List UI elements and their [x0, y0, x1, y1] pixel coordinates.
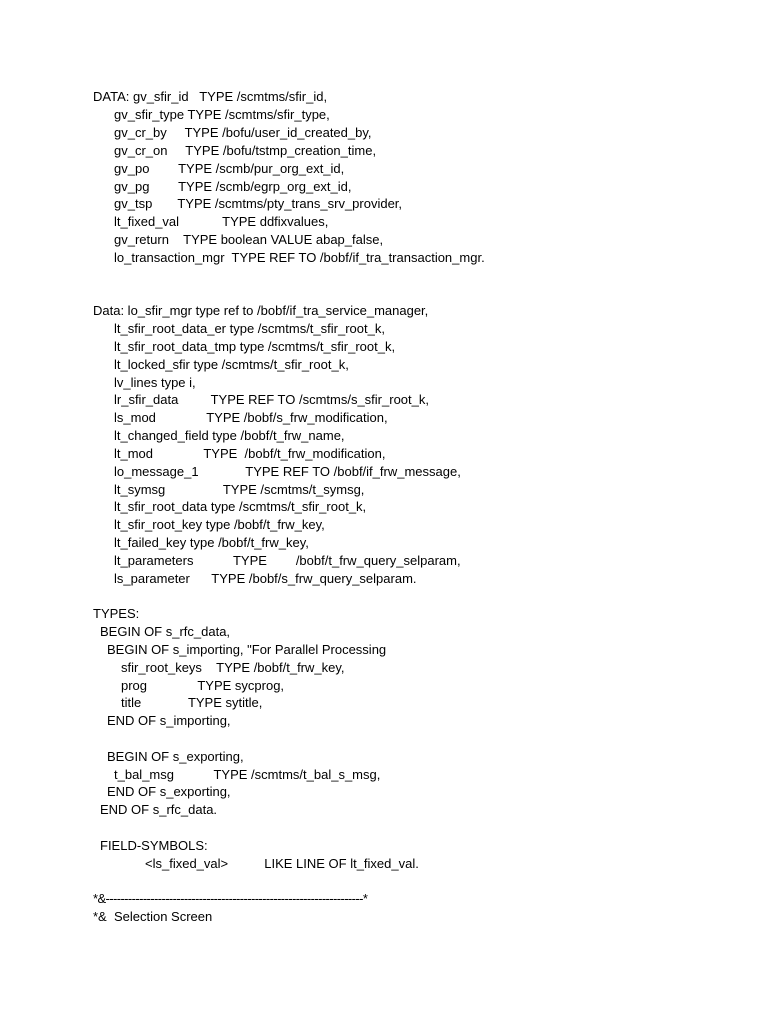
comment-heading: *& Selection Screen	[93, 909, 213, 924]
code-line: t_bal_msg TYPE /scmtms/t_bal_s_msg,	[114, 767, 381, 782]
code-line: prog TYPE sycprog,	[121, 678, 285, 693]
code-line: lt_sfir_root_key type /bobf/t_frw_key,	[114, 517, 325, 532]
code-line: lt_sfir_root_data_er type /scmtms/t_sfir_root_k,	[114, 321, 385, 336]
code-line: Data: lo_sfir_mgr type ref to /bobf/if_tra_service_manager,	[93, 303, 429, 318]
code-line: END OF s_rfc_data.	[100, 802, 218, 817]
code-line: gv_tsp TYPE /scmtms/pty_trans_srv_provider,	[114, 196, 403, 211]
code-line: END OF s_importing,	[107, 713, 231, 728]
code-line: gv_cr_on TYPE /bofu/tstmp_creation_time,	[114, 143, 377, 158]
code-line: END OF s_exporting,	[107, 784, 231, 799]
code-line: lt_parameters TYPE /bobf/t_frw_query_selparam,	[114, 553, 461, 568]
comment-divider: *&---------------------------------------------------------------------*	[93, 891, 368, 906]
code-line: FIELD-SYMBOLS:	[100, 838, 208, 853]
code-line: lt_symsg TYPE /scmtms/t_symsg,	[114, 482, 365, 497]
code-line: gv_return TYPE boolean VALUE abap_false,	[114, 232, 384, 247]
code-line: lt_sfir_root_data_tmp type /scmtms/t_sfir_root_k,	[114, 339, 396, 354]
code-line: DATA: gv_sfir_id TYPE /scmtms/sfir_id,	[93, 89, 328, 104]
code-line: lo_message_1 TYPE REF TO /bobf/if_frw_message,	[114, 464, 461, 479]
code-line: lt_changed_field type /bobf/t_frw_name,	[114, 428, 345, 443]
code-line: ls_parameter TYPE /bobf/s_frw_query_selparam.	[114, 571, 417, 586]
code-line: lt_locked_sfir type /scmtms/t_sfir_root_k,	[114, 357, 349, 372]
code-line: lt_fixed_val TYPE ddfixvalues,	[114, 214, 329, 229]
code-line: lt_sfir_root_data type /scmtms/t_sfir_root_k,	[114, 499, 367, 514]
code-line: BEGIN OF s_importing, "For Parallel Processing	[107, 642, 387, 657]
code-line: BEGIN OF s_exporting,	[107, 749, 244, 764]
code-line: lt_failed_key type /bobf/t_frw_key,	[114, 535, 309, 550]
code-line: TYPES:	[93, 606, 140, 621]
code-line: lo_transaction_mgr TYPE REF TO /bobf/if_tra_transaction_mgr.	[114, 250, 485, 265]
code-line: gv_po TYPE /scmb/pur_org_ext_id,	[114, 161, 345, 176]
code-line: gv_pg TYPE /scmb/egrp_org_ext_id,	[114, 179, 352, 194]
code-line: sfir_root_keys TYPE /bobf/t_frw_key,	[121, 660, 345, 675]
code-line: <ls_fixed_val> LIKE LINE OF lt_fixed_val.	[145, 856, 419, 871]
code-line: gv_cr_by TYPE /bofu/user_id_created_by,	[114, 125, 372, 140]
code-line: ls_mod TYPE /bobf/s_frw_modification,	[114, 410, 388, 425]
code-line: title TYPE sytitle,	[121, 695, 263, 710]
code-line: lt_mod TYPE /bobf/t_frw_modification,	[114, 446, 386, 461]
code-line: lv_lines type i,	[114, 375, 196, 390]
code-line: BEGIN OF s_rfc_data,	[100, 624, 231, 639]
code-line: gv_sfir_type TYPE /scmtms/sfir_type,	[114, 107, 330, 122]
code-line: lr_sfir_data TYPE REF TO /scmtms/s_sfir_root_k,	[114, 392, 429, 407]
